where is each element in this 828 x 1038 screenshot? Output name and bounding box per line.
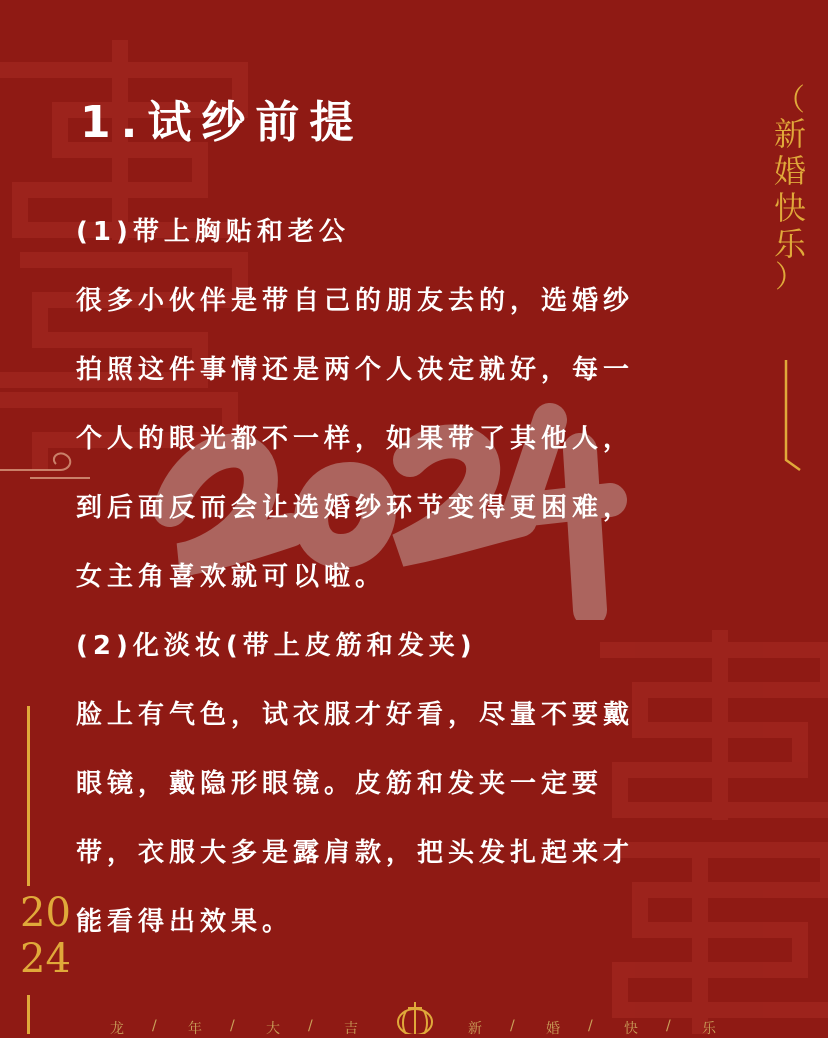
paragraph-line: 脸上有气色，试衣服才好看，尽量不要戴 bbox=[76, 700, 635, 730]
close-paren: ） bbox=[775, 260, 805, 296]
strip-char: 快 bbox=[624, 1021, 638, 1037]
paragraph-line: 女主角喜欢就可以啦。 bbox=[76, 562, 387, 592]
open-paren: （ bbox=[775, 83, 805, 118]
strip-char: / bbox=[510, 1018, 515, 1034]
gold-divider-line bbox=[27, 995, 30, 1034]
year-line-2: 24 bbox=[20, 936, 71, 982]
strip-char: 年 bbox=[188, 1021, 202, 1037]
gold-divider-line bbox=[27, 706, 30, 886]
greeting-char: 婚 bbox=[773, 151, 806, 190]
strip-char: / bbox=[230, 1018, 235, 1034]
strip-char: 大 bbox=[266, 1021, 280, 1037]
year-line-1: 20 bbox=[20, 890, 71, 936]
paragraph-line: 很多小伙伴是带自己的朋友去的，选婚纱 bbox=[76, 286, 635, 316]
greeting-char: 快 bbox=[773, 188, 806, 227]
body-text bbox=[76, 198, 756, 957]
strip-char: / bbox=[666, 1018, 671, 1034]
strip-char: 龙 bbox=[110, 1021, 124, 1037]
year-label bbox=[20, 890, 71, 982]
paragraph-line: 能看得出效果。 bbox=[76, 907, 294, 937]
strip-char: 婚 bbox=[546, 1021, 560, 1037]
greeting-char: 乐 bbox=[773, 225, 806, 264]
strip-char: / bbox=[308, 1018, 313, 1034]
paragraph-line: 眼镜，戴隐形眼镜。皮筋和发夹一定要 bbox=[76, 769, 604, 799]
paragraph-line: 个人的眼光都不一样，如果带了其他人， bbox=[76, 424, 635, 454]
paragraph-line: 拍照这件事情还是两个人决定就好，每一 bbox=[76, 355, 635, 385]
gold-arrow-line-icon bbox=[778, 360, 804, 472]
strip-char: 新 bbox=[468, 1021, 482, 1037]
lantern-icon bbox=[394, 1002, 436, 1034]
vertical-greeting bbox=[768, 83, 812, 296]
subheading-1: (1)带上胸贴和老公 bbox=[76, 217, 350, 247]
paragraph-line: 带，衣服大多是露肩款，把头发扎起来才 bbox=[76, 838, 635, 868]
strip-char: / bbox=[588, 1018, 593, 1034]
subheading-2: (2)化淡妆(带上皮筋和发夹) bbox=[76, 631, 477, 661]
strip-char: 吉 bbox=[344, 1021, 358, 1037]
page-title: 1.试纱前提 bbox=[80, 97, 364, 148]
greeting-char: 新 bbox=[773, 115, 806, 153]
strip-char: 乐 bbox=[702, 1021, 716, 1037]
paragraph-line: 到后面反而会让选婚纱环节变得更困难， bbox=[76, 493, 635, 523]
strip-char: / bbox=[152, 1018, 157, 1034]
